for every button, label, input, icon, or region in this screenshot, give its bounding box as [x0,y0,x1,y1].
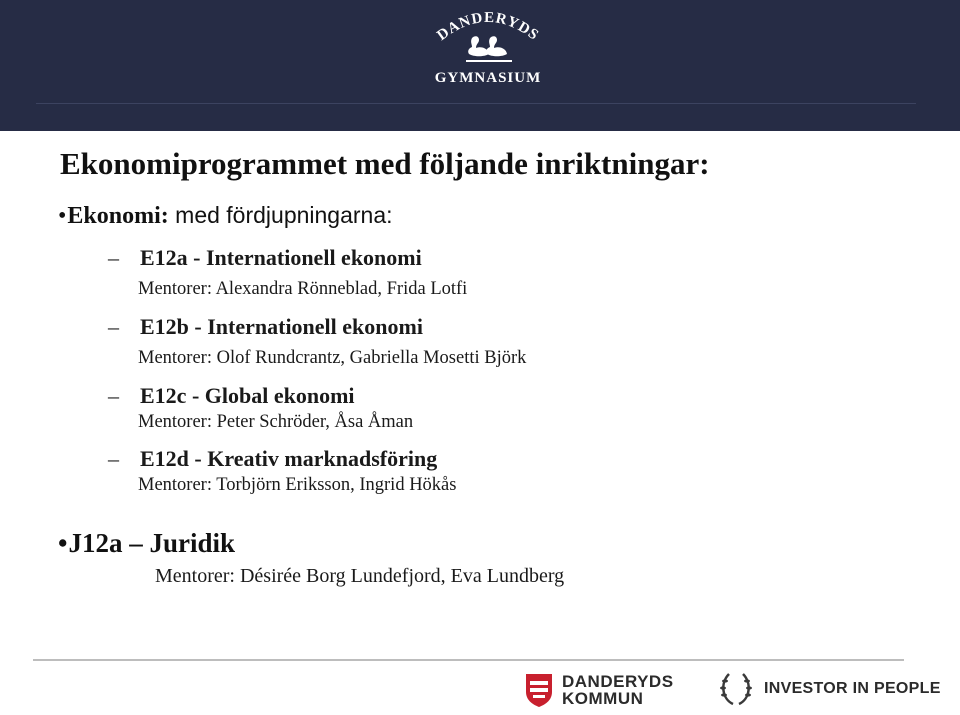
bullet-label: J12a – Juridik [68,528,235,558]
mentor-line: Mentorer: Désirée Borg Lundefjord, Eva Lundberg [155,565,565,587]
sub-item-heading [108,446,437,472]
footer-divider [33,659,904,661]
bullet-marker: • [58,203,67,229]
dash-marker: – [108,245,119,270]
dash-marker: – [108,446,119,471]
logo-arc-text: DANDERYDS [434,9,542,44]
mentor-line: Mentorer: Torbjörn Eriksson, Ingrid Hökås [138,475,457,495]
mentor-line: Mentorer: Peter Schröder, Åsa Åman [138,412,414,432]
bullet-juridik [58,528,235,559]
sub-item-heading [108,314,423,340]
slide-title: Ekonomiprogrammet med följande inriktningar: [60,146,710,181]
class-heading: E12b - Internationell ekonomi [140,314,423,339]
bullet-label-rest: med fördjupningarna: [168,202,393,228]
bullet-ekonomi [58,202,393,230]
class-heading: E12c - Global ekonomi [140,383,355,408]
kommun-name-line1: DANDERYDS [562,672,674,691]
logo-subtitle: GYMNASIUM [434,70,542,86]
dash-marker: – [108,383,119,408]
kommun-shield-icon [524,672,554,708]
swan-icon [466,36,512,62]
investor-in-people-logo [716,668,941,710]
sub-item-heading [108,245,422,271]
bullet-marker: • [58,528,68,558]
mentor-line: Mentorer: Alexandra Rönneblad, Frida Lotfi [138,279,468,299]
mentor-line: Mentorer: Olof Rundcrantz, Gabriella Mosetti Björk [138,348,527,368]
kommun-name-line2: KOMMUN [562,689,644,708]
header-divider [36,103,916,104]
class-heading: E12d - Kreativ marknadsföring [140,446,438,471]
class-heading: E12a - Internationell ekonomi [140,245,422,270]
dash-marker: – [108,314,119,339]
danderyds-gymnasium-logo [428,8,548,90]
laurel-wreath-icon [716,669,756,709]
danderyds-kommun-logo [524,670,674,710]
bullet-label: Ekonomi: [67,203,169,229]
svg-text:DANDERYDS [434,10,542,44]
iip-label: INVESTOR IN PEOPLE [764,680,941,697]
sub-item-heading [108,383,355,409]
